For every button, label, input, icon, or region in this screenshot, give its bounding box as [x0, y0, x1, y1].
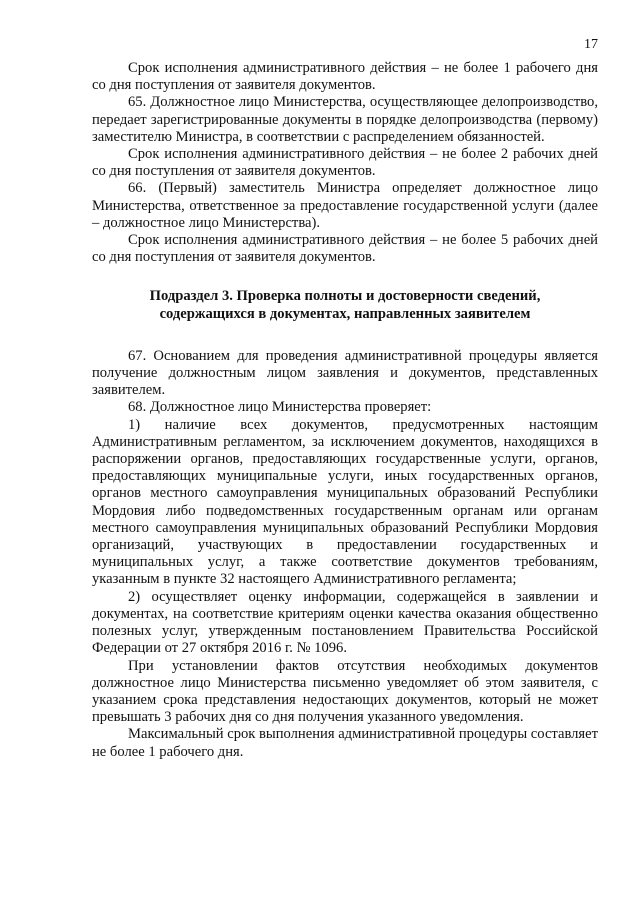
paragraph: Срок исполнения административного действия – не более 2 рабочих дней со дня поступления от заявителя документов. [92, 146, 598, 180]
paragraph: 67. Основанием для проведения административной процедуры является получение должностным лицом заявления и документов, представленных заявителем. [92, 347, 598, 399]
paragraph: 66. (Первый) заместитель Министра определяет должностное лицо Министерства, ответственное за предоставление государственной услуги (далее – должностное лицо Министерства). [92, 180, 598, 231]
document-body [92, 60, 598, 761]
paragraph: При установлении фактов отсутствия необходимых документов должностное лицо Министерства письменно уведомляет об этом заявителя, с указанием срока представления недостающих документов, который не может превышать 3 рабочих дня со дня получения указанного уведомления. [92, 657, 598, 726]
paragraph: 2) осуществляет оценку информации, содержащейся в заявлении и документах, на соответствие критериям оценки качества оказания общественно полезных услуг, утвержденным постановлением Правительства Российской Федерации от 27 октября 2016 г. № 1096. [92, 588, 598, 657]
paragraph: Срок исполнения административного действия – не более 1 рабочего дня со дня поступления от заявителя документов. [92, 60, 598, 94]
paragraph: 65. Должностное лицо Министерства, осуществляющее делопроизводство, передает зарегистрированные документы в порядке делопроизводства (первому) заместителю Министра, в соответствии с распределением обязанностей. [92, 94, 598, 145]
paragraph: 68. Должностное лицо Министерства проверяет: [128, 399, 432, 416]
paragraph: Максимальный срок выполнения административной процедуры составляет не более 1 рабочего дня. [92, 726, 598, 760]
paragraph: Срок исполнения административного действия – не более 5 рабочих дней со дня поступления от заявителя документов. [92, 232, 598, 266]
paragraph: 1) наличие всех документов, предусмотренных настоящим Административным регламентом, за исключением документов, находящихся в распоряжении органов, предоставляющих государственные услуги, органов, предоставляющих муниципальные услуги, иных государственных органов, органов местного самоуправления муниципальных образований Республики Мордовия либо подведомственных государственным органам или органам местного самоуправления муниципальных образований Республики Мордовия организаций, участвующих в предоставлении государственных и муниципальных услуг, а также соответствие документов требованиям, указанным в пункте 32 настоящего Административного регламента; [92, 416, 598, 588]
page-number: 17 [584, 37, 598, 52]
section-heading: Подраздел 3. Проверка полноты и достоверности сведений, содержащихся в документах, направленных заявителем [149, 288, 541, 322]
